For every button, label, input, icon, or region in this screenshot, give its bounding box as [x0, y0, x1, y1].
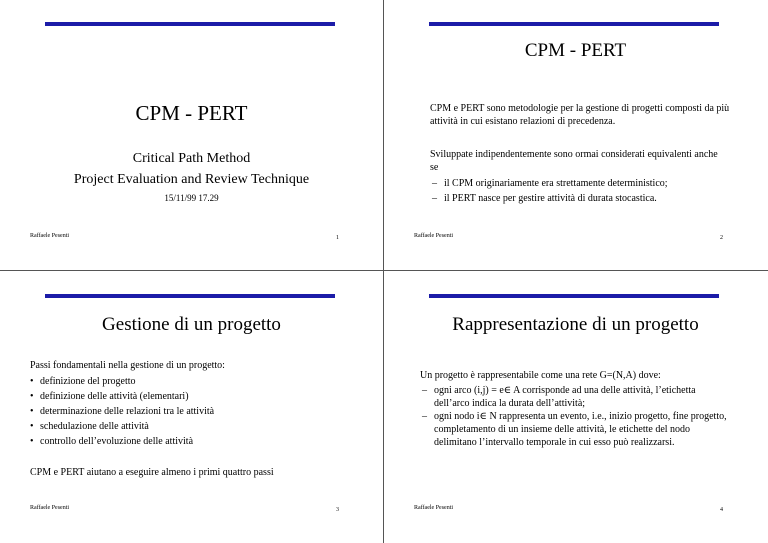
list-item: • schedulazione delle attività: [30, 419, 360, 434]
slide-1-date: 15/11/99 17.29: [164, 193, 219, 203]
slide-4-author: Raffaele Pesenti: [414, 505, 454, 511]
slide-3-closing: CPM e PERT aiutano a eseguire almeno i primi quattro passi: [30, 467, 274, 478]
list-item: • controllo dell’evoluzione delle attività: [30, 434, 360, 449]
list-item: – il PERT nasce per gestire attività di durata stocastica.: [430, 191, 750, 206]
list-item: – ogni arco (i,j) = e∈ A corrisponde ad una delle attività, l’etichetta dell’arco indica la durata dell’attività;: [420, 384, 730, 410]
slide-1-title: CPM - PERT: [135, 101, 248, 125]
slide-2-page-number: 2: [720, 235, 723, 241]
horizontal-divider: [0, 270, 768, 271]
list-item: • determinazione delle relazioni tra le attività: [30, 404, 360, 419]
slide-2: [384, 0, 767, 270]
slide-3-top-bar: [45, 294, 335, 298]
slide-4-title: Rappresentazione di un progetto: [452, 314, 699, 335]
slide-3-page-number: 3: [336, 507, 339, 513]
slide-4-top-bar: [429, 294, 719, 298]
list-item: – il CPM originariamente era strettamente deterministico;: [430, 176, 750, 191]
slide-2-paragraph-2: Sviluppate indipendentemente sono ormai considerati equivalenti anche se: [430, 149, 718, 173]
slide-2-author: Raffaele Pesenti: [414, 233, 454, 239]
list-item: – ogni nodo i∈ N rappresenta un evento, i.e., inizio progetto, fine progetto, completamento di un insieme delle attività, le etichette del nodo delimitano l’intervallo temporale in cui esso può realizzarsi.: [420, 410, 730, 449]
slide-2-title: CPM - PERT: [524, 40, 627, 61]
slide-4: [384, 272, 767, 542]
slide-3-intro: Passi fondamentali nella gestione di un progetto:: [30, 360, 225, 371]
slide-4-list: [420, 384, 730, 449]
slide-2-list: [430, 176, 750, 206]
list-item: • definizione del progetto: [30, 374, 360, 389]
slide-1-top-bar: [45, 22, 335, 26]
list-item: • definizione delle attività (elementari): [30, 389, 360, 404]
slide-4-intro: Un progetto è rappresentabile come una rete G=(N,A) dove:: [420, 370, 661, 381]
slide-3-title: Gestione di un progetto: [102, 314, 281, 335]
slide-1-subtitle-line1: Critical Path Method: [132, 151, 251, 166]
slide-1: [0, 0, 383, 270]
slide-3-author: Raffaele Pesenti: [30, 505, 70, 511]
slide-4-page-number: 4: [720, 507, 723, 513]
slide-3-list: [30, 374, 360, 449]
slide-3: [0, 272, 383, 542]
slide-1-subtitle-line2: Project Evaluation and Review Technique: [73, 172, 310, 187]
slide-1-author: Raffaele Pesenti: [30, 233, 70, 239]
slide-2-paragraph-1: CPM e PERT sono metodologie per la gestione di progetti composti da più attività in cui esistano relazioni di precedenza.: [430, 103, 730, 127]
slide-2-top-bar: [429, 22, 719, 26]
slide-1-page-number: 1: [336, 235, 339, 241]
